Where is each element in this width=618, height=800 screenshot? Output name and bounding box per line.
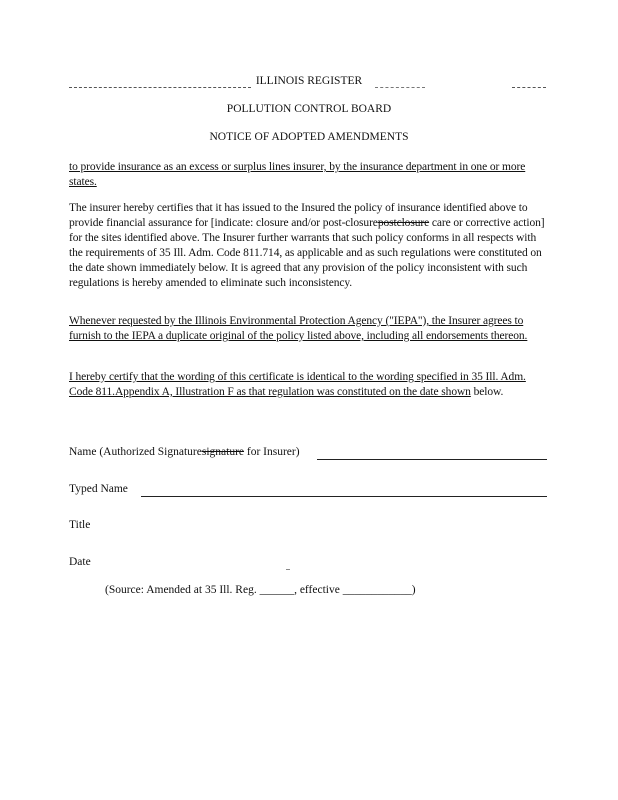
paragraph-4-underlined: I hereby certify that the wording of this certificate is identical to the wording specified in 35 Ill. Adm. Code 811.Appendix A, Illustration F as that regulation was constituted on the date shown [69, 371, 526, 398]
notice-heading: NOTICE OF ADOPTED AMENDMENTS [209, 131, 409, 143]
date-mark [286, 569, 290, 570]
paragraph-wording-certification [69, 370, 549, 400]
board-heading: POLLUTION CONTROL BOARD [226, 103, 392, 115]
title-label: Title [69, 519, 91, 531]
paragraph-4-rest: below. [470, 386, 504, 398]
paragraph-insurer-licensing: to provide insurance as an excess or surplus lines insurer, by the insurance department in one or more states. [69, 161, 526, 188]
name-signature-line[interactable] [317, 459, 547, 460]
typed-name-line[interactable] [141, 496, 547, 497]
register-heading: ILLINOIS REGISTER [255, 75, 363, 87]
paragraph-iepa-request: Whenever requested by the Illinois Environmental Protection Agency ("IEPA"), the Insurer agrees to furnish to the IEPA a duplicate original of the policy listed above, including all endorsements thereon. [69, 315, 528, 342]
paragraph-2-part-a: The insurer hereby certifies that it has issued to the Insured the policy of insurance identified above to provide financial assurance for [indicate: closure and/or post-closure [69, 202, 528, 229]
typed-name-label: Typed Name [69, 483, 128, 495]
date-label: Date [69, 556, 91, 568]
date-field [69, 556, 549, 572]
typed-name-field [69, 483, 549, 499]
title-field [69, 519, 549, 535]
name-field [69, 446, 549, 462]
header-rule-right [512, 87, 546, 88]
paragraph-insurer-certification [69, 201, 549, 291]
source-note: (Source: Amended at 35 Ill. Reg. ______, effective ____________) [105, 584, 416, 596]
struck-postclosure: postclosure [377, 217, 430, 229]
name-field-label: Name (Authorized Signaturesignature for Insurer) [69, 446, 300, 458]
header-rule-left [69, 87, 251, 88]
paragraph-2-part-b: care or corrective action] for the sites identified above. The Insurer further warrants that such policy conforms in all respects with the requirements of 35 Ill. Adm. Code 811.714, as applicable and as such regulations were constituted on the date shown immediately below. It is agreed that any provision of the policy inconsistent with such regulations is hereby amended to eliminate such inconsistency. [69, 217, 545, 289]
header-rule-mid [375, 87, 425, 88]
